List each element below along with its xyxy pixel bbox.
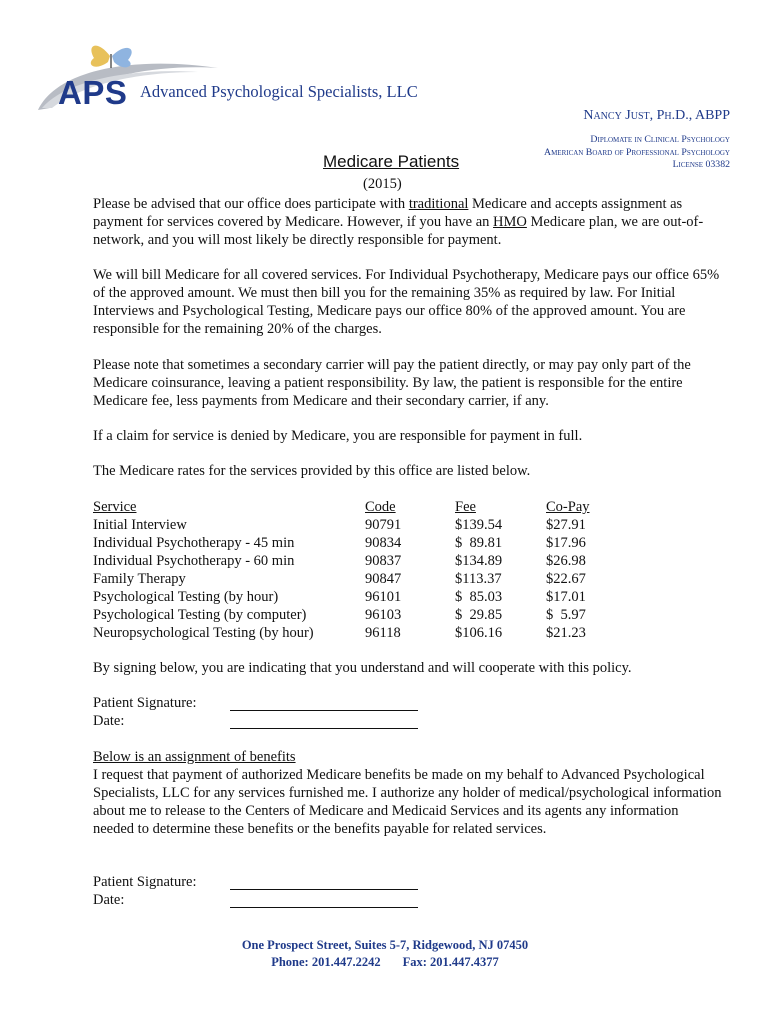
header-fee: Fee (455, 499, 476, 515)
date-field[interactable] (230, 907, 418, 908)
header-service: Service (93, 499, 137, 515)
date-label: Date: (93, 713, 125, 729)
paragraph-acknowledgement: By signing below, you are indicating that you understand and will cooperate with this policy. (93, 660, 632, 676)
butterfly-icon (91, 46, 132, 68)
paragraph-assignment: I request that payment of authorized Medicare benefits be made on my behalf to Advanced Psychological Specialists, LLC for any services furnished me. I authorize any holder of medical/psychological information about me to release to the Centers of Medicare and Medicaid Services and its agents any information needed to determine these benefits or the benefits payable for related services. (93, 767, 722, 837)
paragraph-billing: We will bill Medicare for all covered services. For Individual Psychotherapy, Medicare pays our office 65% of the approved amount. We must then bill you for the remaining 35% as required by law. For Initial Interviews and Psychological Testing, Medicare pays our office 80% of the approved amount. You are responsible for the remaining 20% of the charges. (93, 267, 720, 337)
footer-address: One Prospect Street, Suites 5-7, Ridgewood, NJ 07450 (241, 938, 529, 952)
doctor-credentials (544, 108, 730, 172)
table-header-row (93, 498, 590, 516)
date-label: Date: (93, 892, 125, 908)
rates-table (93, 498, 590, 642)
footer-phone: Phone: 201.447.2242 (271, 955, 381, 969)
table-row: Individual Psychotherapy - 60 min 90837 $134.89 $26.98 (93, 553, 586, 569)
signature-label: Patient Signature: (93, 874, 197, 890)
credential-line: American Board of Professional Psychology (544, 146, 730, 158)
document-year: (2015) (363, 176, 402, 192)
table-row: Family Therapy 90847 $113.37 $22.67 (93, 571, 586, 587)
paragraph-denied-claims: If a claim for service is denied by Medicare, you are responsible for payment in full. (93, 428, 583, 444)
paragraph-rates-intro: The Medicare rates for the services provided by this office are listed below. (93, 463, 531, 479)
document-title: Medicare Patients (323, 152, 460, 171)
signature-label: Patient Signature: (93, 695, 197, 711)
emphasis-hmo: HMO (493, 214, 527, 230)
footer-contact (0, 955, 770, 970)
header-copay: Co-Pay (546, 499, 590, 515)
company-logo (28, 38, 418, 118)
table-row: Initial Interview 90791 $139.54 $27.91 (93, 517, 586, 533)
header-code: Code (365, 499, 396, 515)
table-row: Individual Psychotherapy - 45 min 90834 $ 89.81 $17.96 (93, 535, 586, 551)
doctor-name: Nancy Just, Ph.D., ABPP (583, 108, 730, 123)
assignment-heading: Below is an assignment of benefits (93, 749, 296, 765)
emphasis-traditional: traditional (408, 196, 469, 212)
credential-line: Diplomate in Clinical Psychology (590, 134, 730, 145)
paragraph-participation: Please be advised that our office does participate with traditional Medicare and accepts assignment as payment for services covered by Medicare. However, if you have an HMO Medicare plan, we are out-of-network, and you will most likely be directly responsible for payment. (93, 196, 704, 248)
footer-fax: Fax: 201.447.4377 (402, 955, 499, 969)
company-name: Advanced Psychological Specialists, LLC (140, 82, 418, 101)
paragraph-secondary-carrier: Please note that sometimes a secondary carrier will pay the patient directly, or may pay only part of the Medicare coinsurance, leaving a patient responsibility. By law, the patient is responsible for the entire Medicare fee, less payments from Medicare and their secondary carrier, if any. (93, 357, 691, 409)
date-field[interactable] (230, 728, 418, 729)
signature-field[interactable] (230, 710, 418, 711)
table-row: Psychological Testing (by computer) 96103 $ 29.85 $ 5.97 (93, 607, 586, 623)
logo-abbreviation: APS (58, 74, 128, 111)
credential-line: License 03382 (672, 159, 730, 170)
table-row: Neuropsychological Testing (by hour) 96118 $106.16 $21.23 (93, 625, 586, 641)
signature-field[interactable] (230, 889, 418, 890)
table-row: Psychological Testing (by hour) 96101 $ 85.03 $17.01 (93, 589, 586, 605)
